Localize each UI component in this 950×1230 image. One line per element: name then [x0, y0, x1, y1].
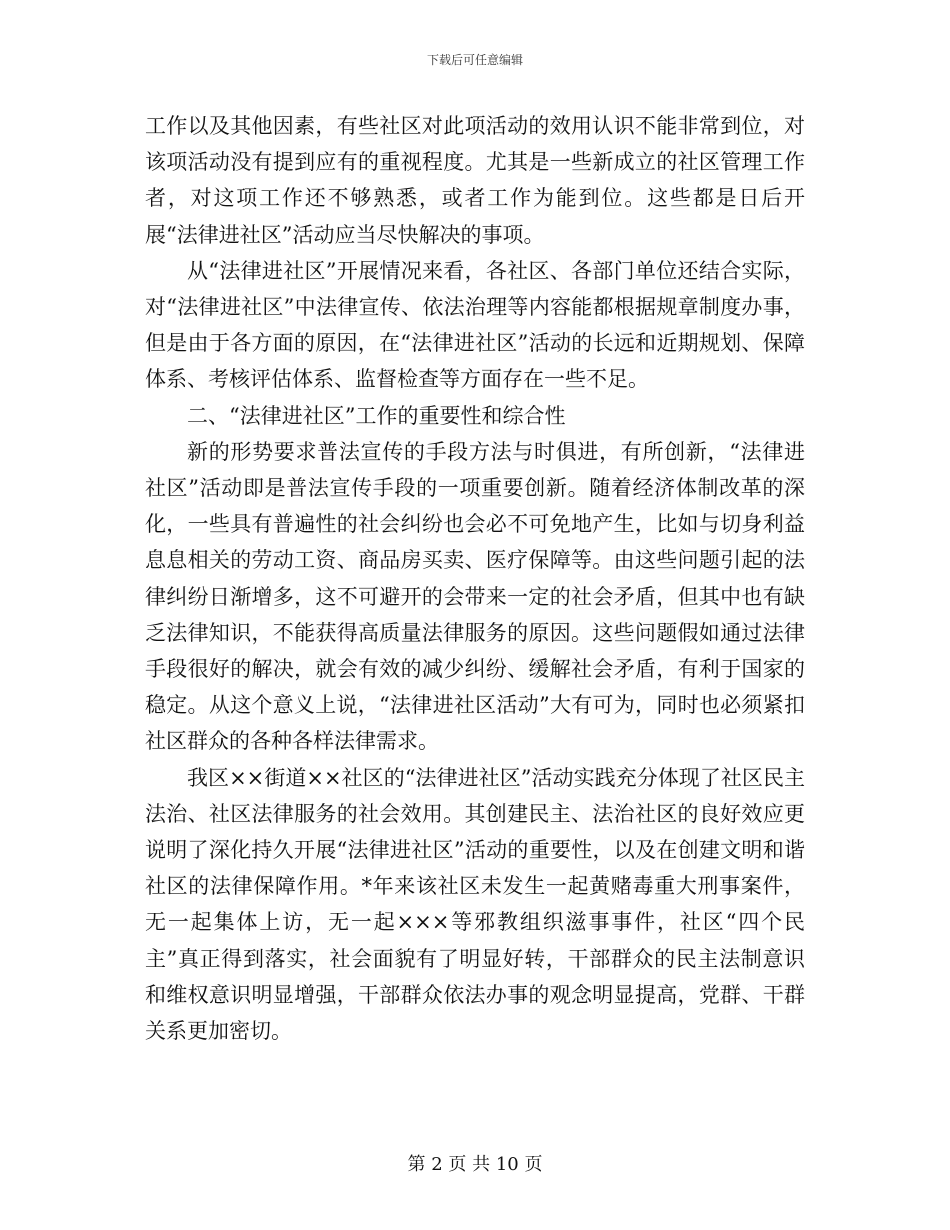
paragraph-continued: 工作以及其他因素，有些社区对此项活动的效用认识不能非常到位，对该项活动没有提到应有的重视程度。尤其是一些新成立的社区管理工作者，对这项工作还不够熟悉，或者工作为能到位。这些都是日后开展“法律进社区”活动应当尽快解决的事项。	[145, 114, 805, 247]
page-header: 下载后可任意编辑	[426, 53, 523, 67]
paragraph-new-situation: 新的形势要求普法宣传的手段方法与时俱进，有所创新，“法律进社区”活动即是普法宣传手段的一项重要创新。随着经济体制改革的深化，一些具有普遍性的社会纠纷也会必不可免地产生，比如与切身利益息息相关的劳动工资、商品房买卖、医疗保障等。由这些问题引起的法律纠纷日渐增多，这不可避开的会带来一定的社会矛盾，但其中也有缺乏法律知识，不能获得高质量法律服务的原因。这些问题假如通过法律手段很好的解决，就会有效的减少纠纷、缓解社会矛盾，有利于国家的稳定。从这个意义上说，“法律进社区活动”大有可为，同时也必须紧扣社区群众的各种各样法律需求。	[145, 439, 805, 754]
document-body	[145, 108, 805, 1049]
page-number: 第 2 页 共 10 页	[407, 1154, 543, 1175]
section-heading: 二、“法律进社区”工作的重要性和综合性	[187, 403, 566, 428]
paragraph-implementation-status: 从“法律进社区”开展情况来看，各社区、各部门单位还结合实际，对“法律进社区”中法律宣传、依法治理等内容能都根据规章制度办事，但是由于各方面的原因，在“法律进社区”活动的长远和近期规划、保障体系、考核评估体系、监督检查等方面存在一些不足。	[145, 258, 805, 392]
paragraph-community-practice: 我区××街道××社区的“法律进社区”活动实践充分体现了社区民主法治、社区法律服务的社会效用。其创建民主、法治社区的良好效应更说明了深化持久开展“法律进社区”活动的重要性，以及在创建文明和谐社区的法律保障作用。*年来该社区未发生一起黄赌毒重大刑事案件，无一起集体上访，无一起×××等邪教组织滋事事件，社区“四个民主”真正得到落实，社会面貌有了明显好转，干部群众的民主法制意识和维权意识明显增强，干部群众依法办事的观念明显提高，党群、干群关系更加密切。	[145, 765, 805, 1044]
